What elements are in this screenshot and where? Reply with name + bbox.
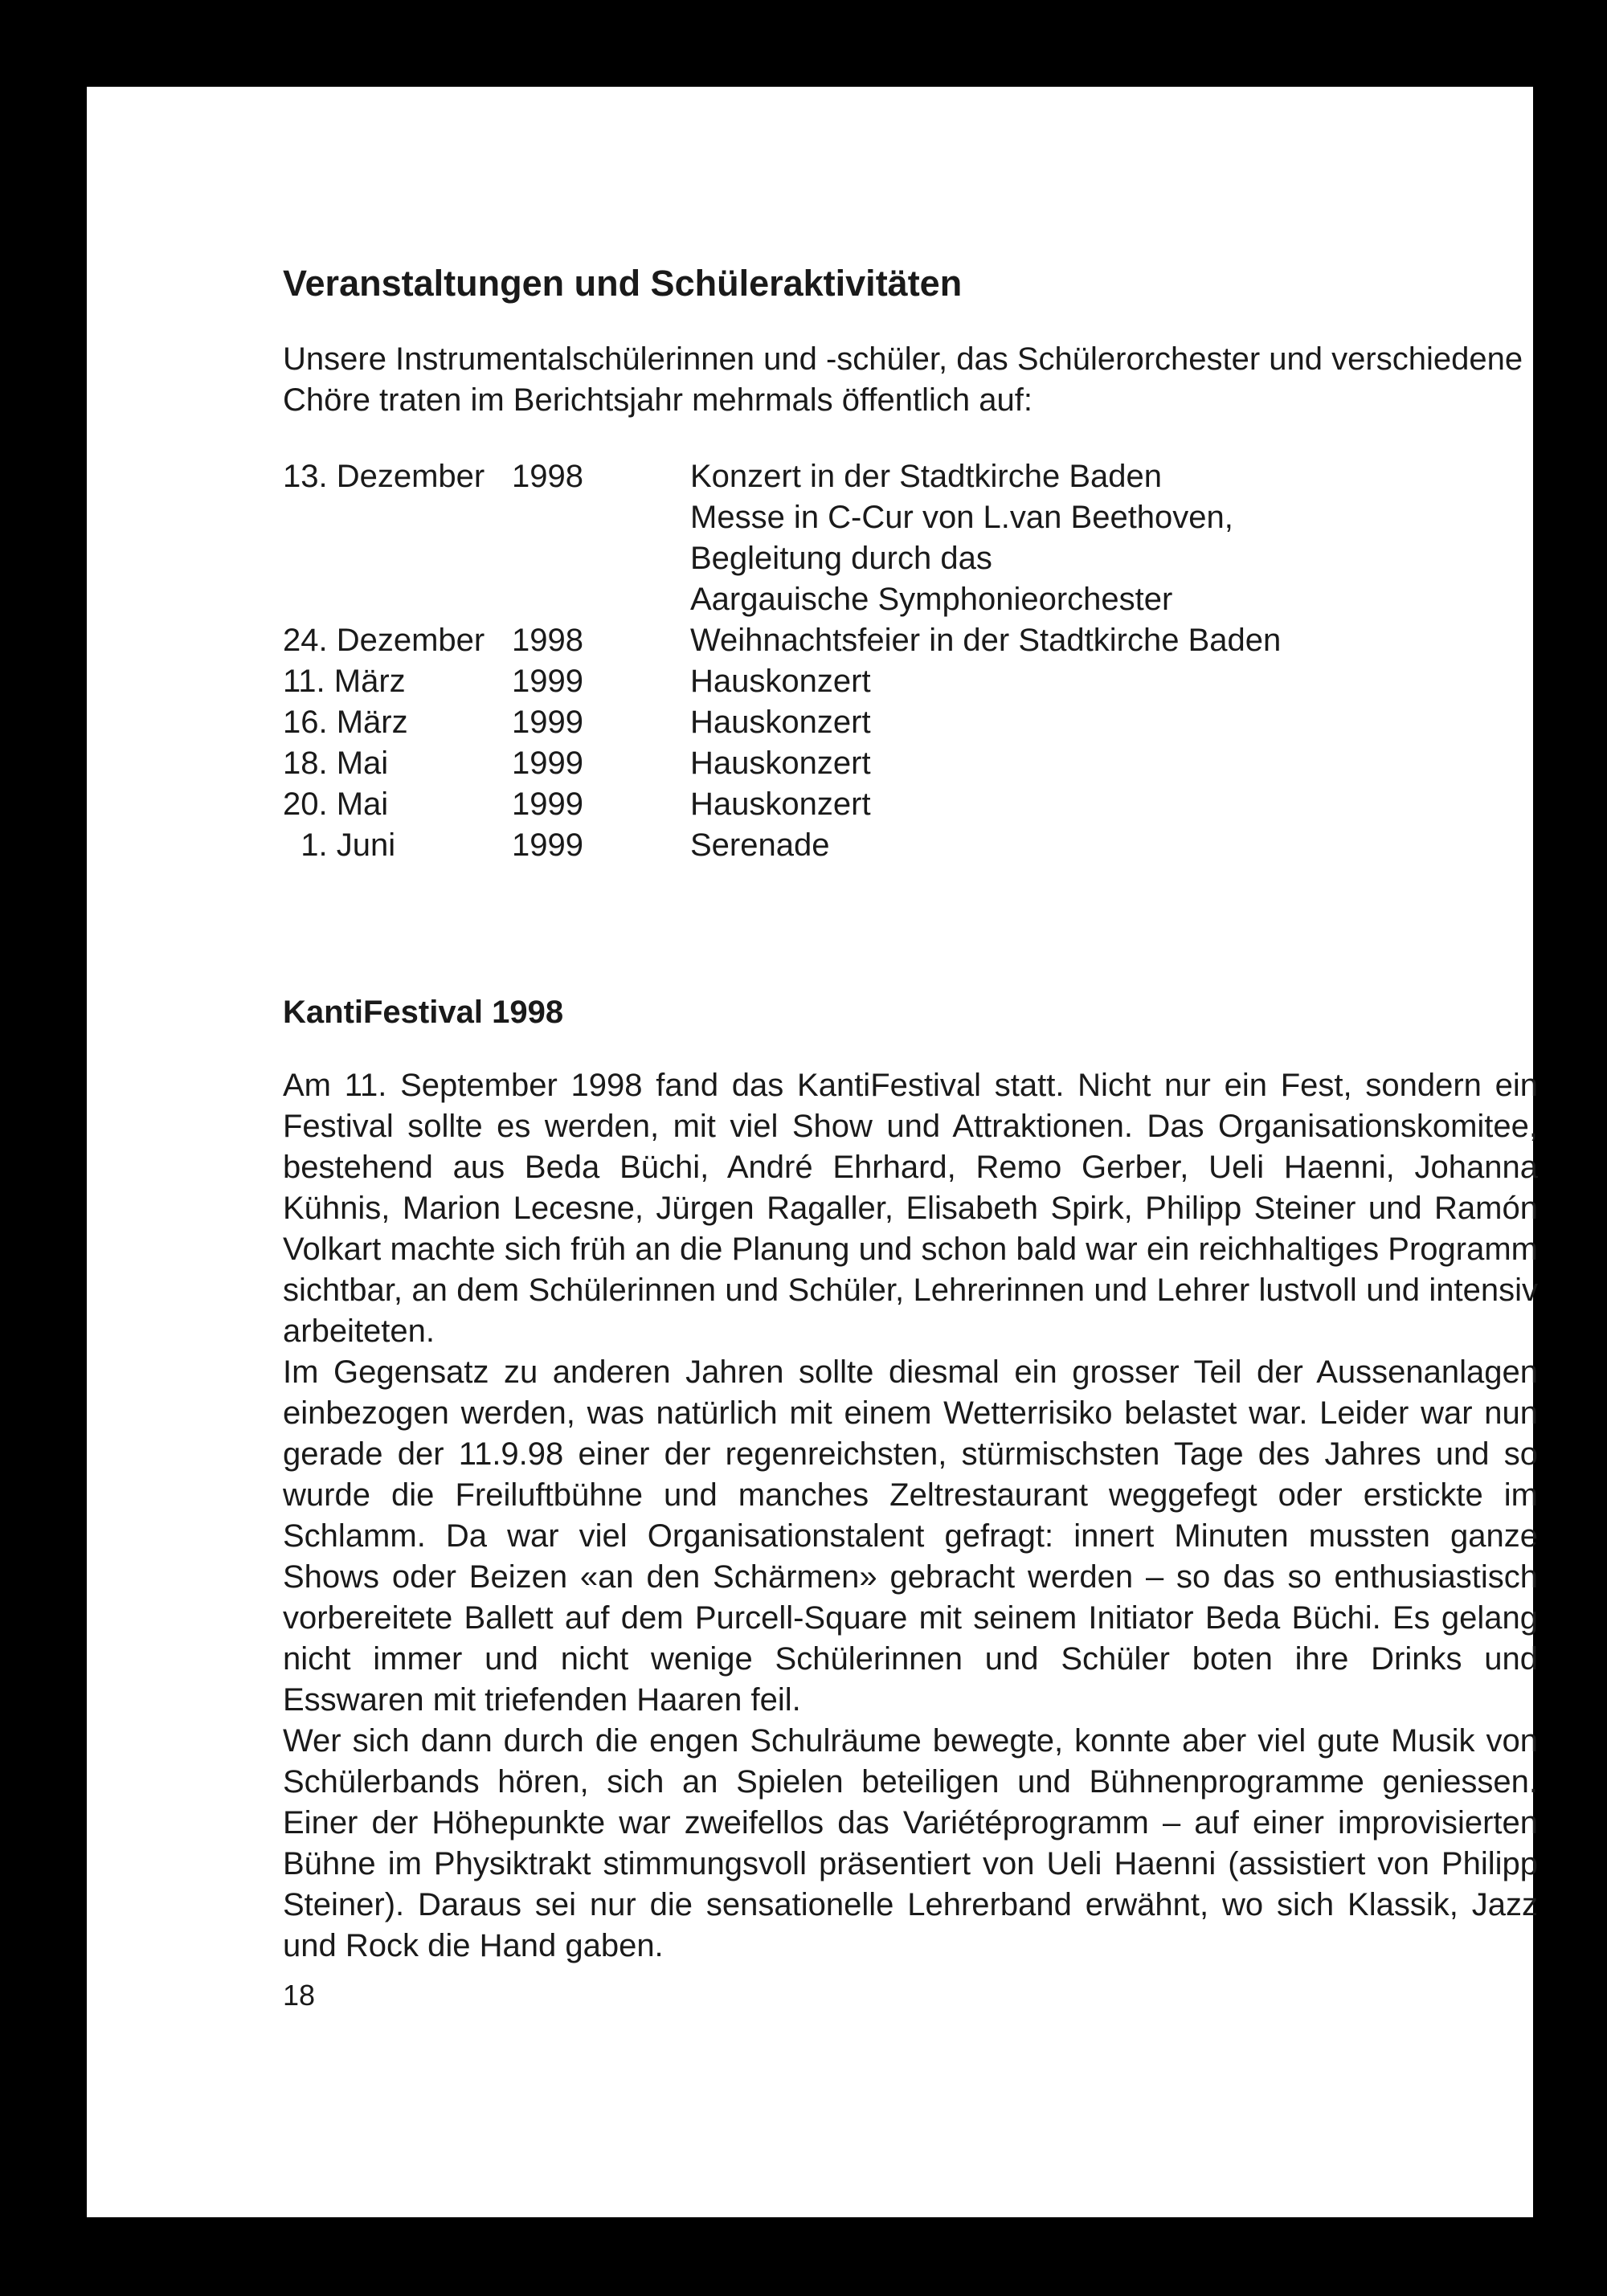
event-row xyxy=(283,620,1538,661)
event-day-month: 13. Dezember xyxy=(283,459,485,494)
event-date xyxy=(283,784,690,825)
document-page xyxy=(87,87,1538,2217)
event-day-month: 20. Mai xyxy=(283,786,389,822)
event-description-line: Hauskonzert xyxy=(690,786,871,822)
event-description-line: Serenade xyxy=(690,827,830,863)
event-day-month: 11. März xyxy=(283,664,406,699)
event-description xyxy=(690,620,1538,661)
festival-paragraph: Am 11. September 1998 fand das KantiFestival statt. Nicht nur ein Fest, sondern ein Festival sollte es werden, mit viel Show und Attraktionen. Das Organisationskomitee, bestehend aus Beda Büchi, André Ehrhard, Remo Gerber, Ueli Haenni, Johanna Kühnis, Marion Lecesne, Jürgen Ragaller, Elisabeth Spirk, Philipp Steiner und Ramón Volkart machte sich früh an die Planung und schon bald war ein reichhaltiges Programm sichtbar, an dem Schülerinnen und Schüler, Lehrerinnen und Lehrer lustvoll und intensiv arbeiteten. xyxy=(283,1068,1538,1349)
event-day-month: 16. März xyxy=(283,705,408,740)
event-day-month: 18. Mai xyxy=(283,746,389,781)
event-row xyxy=(283,702,1538,743)
event-year: 1999 xyxy=(512,786,583,822)
event-description-line: Hauskonzert xyxy=(690,705,871,740)
events-list xyxy=(283,456,1538,866)
event-row xyxy=(283,743,1538,784)
event-description xyxy=(690,702,1538,743)
event-description xyxy=(690,456,1538,620)
festival-paragraph: Wer sich dann durch die engen Schulräume bewegte, konnte aber viel gute Musik von Schülerbands hören, sich an Spielen beteiligen und Bühnenprogramme geniessen. Einer der Höhepunkte war zweifellos das Variétéprogramm – auf einer improvisierten Bühne im Physiktrakt stimmungsvoll präsentiert von Ueli Haenni (assistiert von Philipp Steiner). Daraus sei nur die sensationelle Lehrerband erwähnt, wo sich Klassik, Jazz und Rock die Hand gaben. xyxy=(283,1723,1538,1963)
event-description-line: Begleitung durch das xyxy=(690,541,992,576)
event-date xyxy=(283,825,690,866)
event-year: 1999 xyxy=(512,827,583,863)
event-year: 1999 xyxy=(512,705,583,740)
section-title-events: Veranstaltungen und Schüleraktivitäten xyxy=(283,263,963,304)
event-row xyxy=(283,661,1538,702)
event-year: 1998 xyxy=(512,459,583,494)
event-date xyxy=(283,661,690,702)
event-description xyxy=(690,784,1538,825)
festival-body xyxy=(283,1065,1538,1967)
page-number: 18 xyxy=(283,1979,316,2012)
event-description-line: Hauskonzert xyxy=(690,746,871,781)
event-row xyxy=(283,456,1538,620)
event-description xyxy=(690,825,1538,866)
event-description-line: Weihnachtsfeier in der Stadtkirche Baden xyxy=(690,623,1282,658)
page-content xyxy=(283,247,1538,2020)
events-intro: Unsere Instrumentalschülerinnen und -schüler, das Schülerorchester und verschiedene Chöre traten im Berichtsjahr mehrmals öffentlich auf: xyxy=(283,341,1523,418)
event-year: 1998 xyxy=(512,623,583,658)
event-description-line: Hauskonzert xyxy=(690,664,871,699)
event-date xyxy=(283,456,690,620)
event-description xyxy=(690,661,1538,702)
event-row xyxy=(283,784,1538,825)
event-description-line: Messe in C-Cur von L.van Beethoven, xyxy=(690,500,1233,535)
event-year: 1999 xyxy=(512,746,583,781)
event-description-line: Aargauische Symphonieorchester xyxy=(690,582,1173,617)
event-date xyxy=(283,702,690,743)
section-title-festival: KantiFestival 1998 xyxy=(283,995,564,1030)
event-row xyxy=(283,825,1538,866)
event-description xyxy=(690,743,1538,784)
event-date xyxy=(283,743,690,784)
event-date xyxy=(283,620,690,661)
festival-paragraph: Im Gegensatz zu anderen Jahren sollte diesmal ein grosser Teil der Aussenanlagen einbezogen werden, was natürlich mit einem Wetterrisiko belastet war. Leider war nun gerade der 11.9.98 einer der regenreichsten, stürmischsten Tage des Jahres und so wurde die Freiluftbühne und manches Zeltrestaurant weggefegt oder erstickte im Schlamm. Da war viel Organisationstalent gefragt: innert Minuten mussten ganze Shows oder Beizen «an den Schärmen» gebracht werden – so das so enthusiastisch vorbereitete Ballett auf dem Purcell-Square mit seinem Initiator Beda Büchi. Es gelang nicht immer und nicht wenige Schülerinnen und Schüler boten ihre Drinks und Esswaren mit triefenden Haaren feil. xyxy=(283,1354,1538,1718)
event-year: 1999 xyxy=(512,664,583,699)
event-day-month: 24. Dezember xyxy=(283,623,485,658)
event-description-line: Konzert in der Stadtkirche Baden xyxy=(690,459,1163,494)
event-day-month: 1. Juni xyxy=(283,827,396,863)
